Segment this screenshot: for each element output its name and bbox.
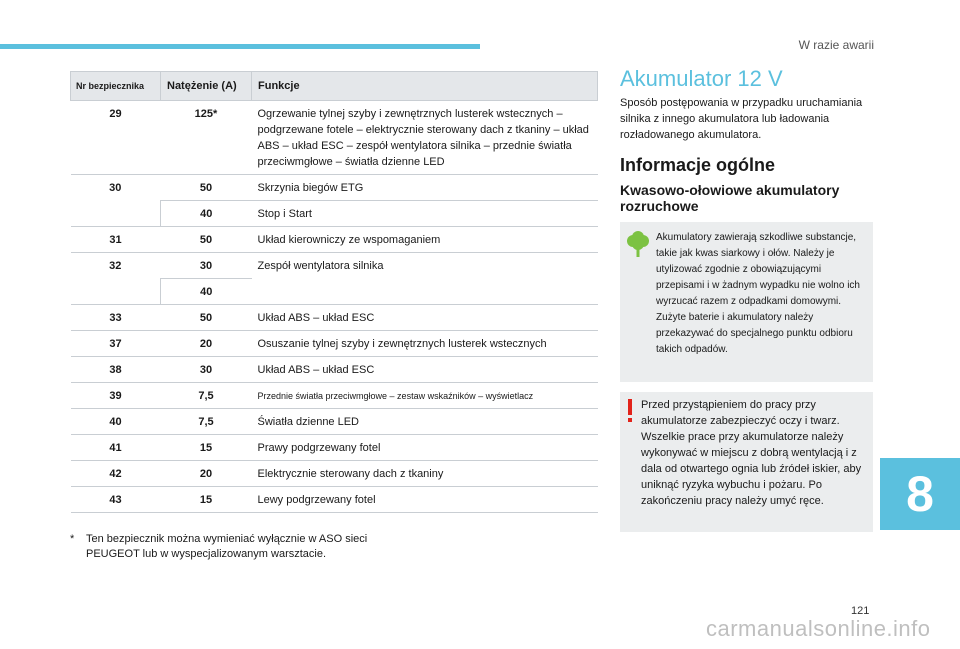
subsection-heading: Kwasowo-ołowiowe akumulatory rozruchowe: [620, 182, 840, 214]
intro-paragraph: Sposób postępowania w przypadku uruchamiania silnika z innego akumulatora lub ładowania rozładowanego akumulatora.: [620, 97, 863, 141]
chapter-tab: 8: [880, 458, 960, 530]
fuse-amperage: 20: [161, 461, 252, 487]
fuse-function: Lewy podgrzewany fotel: [252, 487, 598, 513]
fuse-table: [70, 71, 598, 513]
fuse-amperage: 15: [161, 435, 252, 461]
table-row: [71, 435, 598, 461]
fuse-amperage: 50: [161, 227, 252, 253]
environment-note-text: Akumulatory zawierają szkodliwe substancje, takie jak kwas siarkowy i ołów. Należy je utylizować zgodnie z obowiązującymi przepisami i w żadnym wypadku nie wolno ich wyrzucać razem z odpadkami domowymi. Zużyte baterie i akumulatory należy przekazywać do specjalnego punktu odbioru takich odpadów.: [656, 232, 860, 355]
fuse-amperage: 40: [161, 279, 252, 305]
table-row: [71, 357, 598, 383]
fuse-number: 39: [71, 383, 161, 409]
fuse-amperage: 50: [161, 305, 252, 331]
fuse-function: Układ kierowniczy ze wspomaganiem: [252, 227, 598, 253]
fuse-number: 30: [71, 175, 161, 227]
table-row: [71, 101, 598, 175]
fuse-amperage: 125*: [161, 101, 252, 175]
fuse-amperage: 7,5: [161, 409, 252, 435]
fuse-amperage: 50: [161, 175, 252, 201]
warning-box: [620, 392, 873, 532]
warning-text: Przed przystąpieniem do pracy przy akumulatorze zabezpieczyć oczy i twarz. Wszelkie prace przy akumulatorze należy wykonywać w miejscu z dobrą wentylacją i z dala od otwartego ognia lub źródeł iskier, aby uniknąć ryzyka wybuchu i pożaru. Po zakończeniu pracy należy umyć ręce.: [641, 399, 862, 507]
fuse-number: 42: [71, 461, 161, 487]
table-header-row: [71, 72, 598, 101]
tree-icon: [626, 231, 650, 257]
fuse-amperage: 15: [161, 487, 252, 513]
fuse-function: Układ ABS – układ ESC: [252, 305, 598, 331]
table-row: [71, 487, 598, 513]
table-row: [71, 253, 598, 279]
page-title: Akumulator 12 V: [620, 66, 783, 91]
table-row: [71, 305, 598, 331]
watermark: carmanualsonline.info: [706, 616, 931, 641]
footnote-marker: *: [70, 533, 75, 545]
fuse-number: 37: [71, 331, 161, 357]
fuse-number: 29: [71, 101, 161, 175]
fuse-function: Prawy podgrzewany fotel: [252, 435, 598, 461]
column-header-fuse-number: Nr bezpiecznika: [71, 72, 161, 101]
fuse-function: Układ ABS – układ ESC: [252, 357, 598, 383]
fuse-number: 40: [71, 409, 161, 435]
fuse-amperage: 30: [161, 253, 252, 279]
fuse-function: Ogrzewanie tylnej szyby i zewnętrznych lusterek wstecznych – podgrzewane fotele – elektrycznie sterowany dach z tkaniny – układ ABS – układ ESC – zespół wentylatora silnika – przednie światła przeciwmgłowe – światła dzienne LED: [252, 101, 598, 175]
warning-icon: [626, 399, 634, 423]
section-title: W razie awarii: [798, 38, 874, 52]
fuse-number: 32: [71, 253, 161, 305]
fuse-function: Stop i Start: [252, 201, 598, 227]
fuse-amperage: 40: [161, 201, 252, 227]
table-row: [71, 175, 598, 201]
column-header-functions: Funkcje: [252, 72, 598, 101]
fuse-amperage: 7,5: [161, 383, 252, 409]
fuse-function: Skrzynia biegów ETG: [252, 175, 598, 201]
page-number: 121: [851, 605, 870, 617]
fuse-function: Elektrycznie sterowany dach z tkaniny: [252, 461, 598, 487]
fuse-function: Zespół wentylatora silnika: [252, 253, 598, 305]
fuse-function: Osuszanie tylnej szyby i zewnętrznych lusterek wstecznych: [252, 331, 598, 357]
footnote: [70, 532, 370, 562]
section-heading: Informacje ogólne: [620, 155, 776, 175]
fuse-number: 43: [71, 487, 161, 513]
fuse-number: 41: [71, 435, 161, 461]
table-row: [71, 331, 598, 357]
table-row: [71, 383, 598, 409]
fuse-function: Światła dzienne LED: [252, 409, 598, 435]
table-row: [71, 461, 598, 487]
header-accent-bar: [0, 44, 480, 49]
fuse-amperage: 30: [161, 357, 252, 383]
fuse-number: 38: [71, 357, 161, 383]
fuse-amperage: 20: [161, 331, 252, 357]
fuse-number: 31: [71, 227, 161, 253]
footnote-text: Ten bezpiecznik można wymieniać wyłącznie w ASO sieci PEUGEOT lub w wyspecjalizowanym warsztacie.: [86, 533, 368, 560]
fuse-function: Przednie światła przeciwmgłowe – zestaw wskaźników – wyświetlacz: [252, 383, 598, 409]
column-header-amperage: Natężenie (A): [161, 72, 252, 101]
environment-note-box: [620, 222, 873, 382]
fuse-number: 33: [71, 305, 161, 331]
table-row: [71, 227, 598, 253]
table-row: [71, 409, 598, 435]
